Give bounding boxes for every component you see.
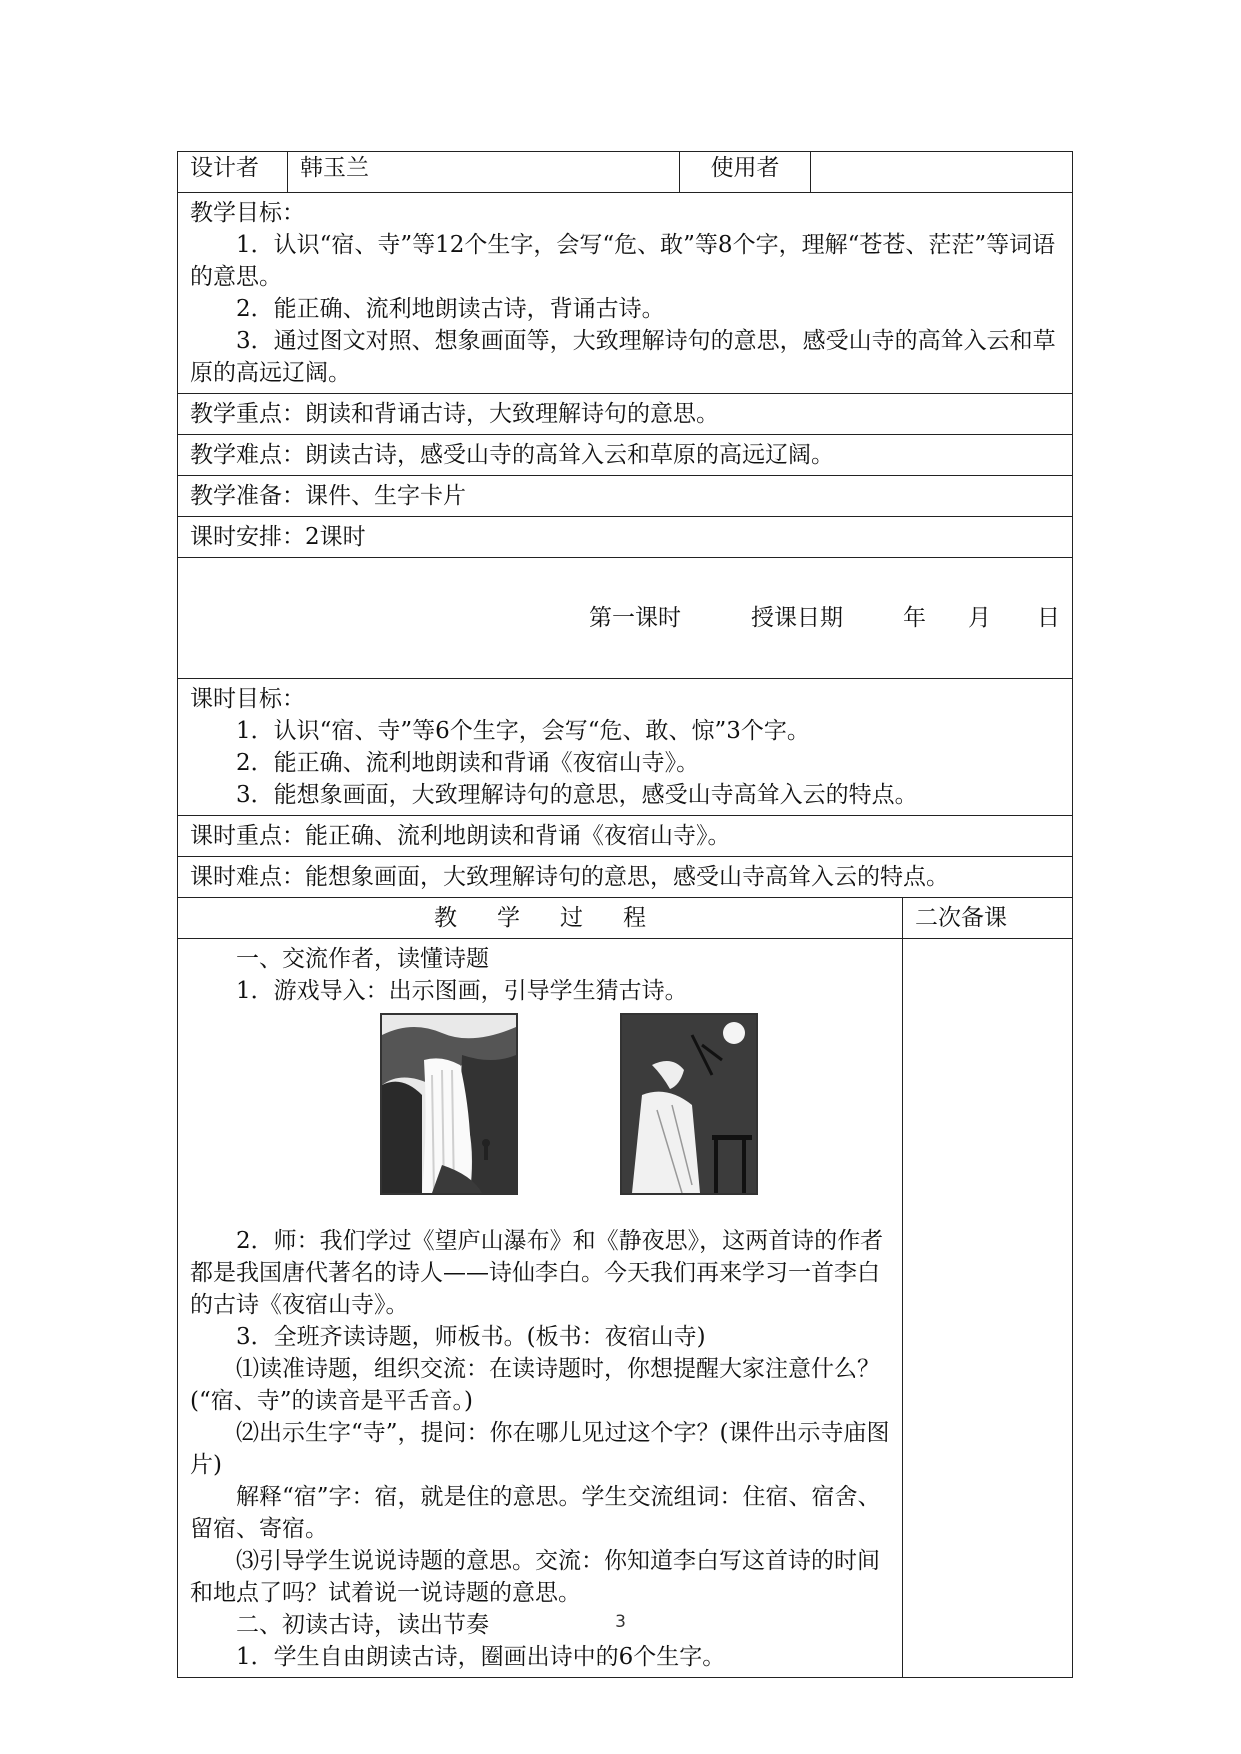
- waterfall-image: [380, 1013, 518, 1195]
- user-label: 使用者: [680, 152, 811, 193]
- difficulty: 教学难点：朗读古诗，感受山寺的高耸入云和草原的高远辽阔。: [178, 435, 1073, 476]
- illustrations: [190, 1013, 890, 1213]
- lesson-goals-title: 课时目标：: [190, 686, 305, 712]
- lesson-month: 月: [968, 605, 991, 631]
- step-2: 2．师：我们学过《望庐山瀑布》和《静夜思》，这两首诗的作者都是我国唐代著名的诗人——诗仙李白。今天我们再来学习一首李白的古诗《夜宿山寺》。: [190, 1228, 884, 1318]
- teaching-goal-1: 1．认识“宿、寺”等12个生字，会写“危、敢”等8个字，理解“苍苍、茫茫”等词语的意思。: [190, 232, 1056, 290]
- lesson-key-row: [178, 816, 1073, 857]
- process-header-char-3: 过: [560, 905, 583, 931]
- process-header-char-2: 学: [497, 905, 520, 931]
- difficulty-row: [178, 435, 1073, 476]
- teaching-goals-title: 教学目标：: [190, 200, 305, 226]
- process-header: [178, 898, 903, 939]
- lesson-goal-1: 1．认识“宿、寺”等6个生字，会写“危、敢、惊”3个字。: [236, 718, 810, 744]
- moon-poet-image: [620, 1013, 758, 1195]
- section-2-heading: 二、初读古诗，读出节奏: [236, 1612, 489, 1638]
- step-1: 1．游戏导入：出示图画，引导学生猜古诗。: [236, 978, 688, 1004]
- lesson-key: 课时重点：能正确、流利地朗读和背诵《夜宿山寺》。: [178, 816, 1073, 857]
- process-header-row: [178, 898, 1073, 939]
- designer-name: 韩玉兰: [288, 152, 680, 193]
- key-point: 教学重点：朗读和背诵古诗，大致理解诗句的意思。: [178, 394, 1073, 435]
- header-row: [178, 152, 1073, 193]
- process-header-char-4: 程: [623, 905, 646, 931]
- lesson-plan-sheet: [177, 151, 1072, 1678]
- step-3: 3．全班齐读诗题，师板书。(板书：夜宿山寺): [236, 1324, 706, 1350]
- section-1-heading: 一、交流作者，读懂诗题: [236, 946, 489, 972]
- lesson-goals-row: [178, 679, 1073, 816]
- sub-step-3: ⑶引导学生说说诗题的意思。交流：你知道李白写这首诗的时间和地点了吗？试着说一说诗题的意思。: [190, 1548, 880, 1606]
- schedule: 课时安排：2课时: [178, 517, 1073, 558]
- lesson-difficulty: 课时难点：能想象画面，大致理解诗句的意思，感受山寺高耸入云的特点。: [178, 857, 1073, 898]
- key-point-row: [178, 394, 1073, 435]
- preparation-row: [178, 476, 1073, 517]
- lesson-one-label: 第一课时: [589, 605, 681, 631]
- lesson-year: 年: [903, 605, 926, 631]
- lesson-plan-table: [177, 151, 1073, 1678]
- teaching-goals-row: [178, 193, 1073, 394]
- lesson-one-row: [178, 558, 1073, 679]
- second-prep-body: [903, 939, 1073, 1678]
- teaching-goal-3: 3．通过图文对照、想象画面等，大致理解诗句的意思，感受山寺的高耸入云和草原的高远辽阔。: [190, 328, 1056, 386]
- lesson-goal-3: 3．能想象画面，大致理解诗句的意思，感受山寺高耸入云的特点。: [236, 782, 918, 808]
- step-4: 1．学生自由朗读古诗，圈画出诗中的6个生字。: [236, 1644, 726, 1670]
- lesson-day: 日: [1037, 605, 1060, 631]
- second-prep-header: 二次备课: [903, 898, 1073, 939]
- process-body: [178, 939, 903, 1678]
- teaching-goal-2: 2．能正确、流利地朗读古诗，背诵古诗。: [236, 296, 665, 322]
- schedule-row: [178, 517, 1073, 558]
- preparation: 教学准备：课件、生字卡片: [178, 476, 1073, 517]
- process-body-row: [178, 939, 1073, 1678]
- explanation: 解释“宿”字：宿，就是住的意思。学生交流组词：住宿、宿舍、留宿、寄宿。: [190, 1484, 881, 1542]
- user-name: [811, 152, 1073, 193]
- lesson-goal-2: 2．能正确、流利地朗读和背诵《夜宿山寺》。: [236, 750, 700, 776]
- lesson-difficulty-row: [178, 857, 1073, 898]
- sub-step-1: ⑴读准诗题，组织交流：在读诗题时，你想提醒大家注意什么？(“宿、寺”的读音是平舌音。): [190, 1356, 880, 1414]
- designer-label: 设计者: [178, 152, 288, 193]
- sub-step-2: ⑵出示生字“寺”，提问：你在哪儿见过这个字？(课件出示寺庙图片): [190, 1420, 890, 1478]
- page-number: 3: [615, 1612, 626, 1632]
- lesson-date-label: 授课日期: [751, 605, 843, 631]
- process-header-char-1: 教: [434, 905, 457, 931]
